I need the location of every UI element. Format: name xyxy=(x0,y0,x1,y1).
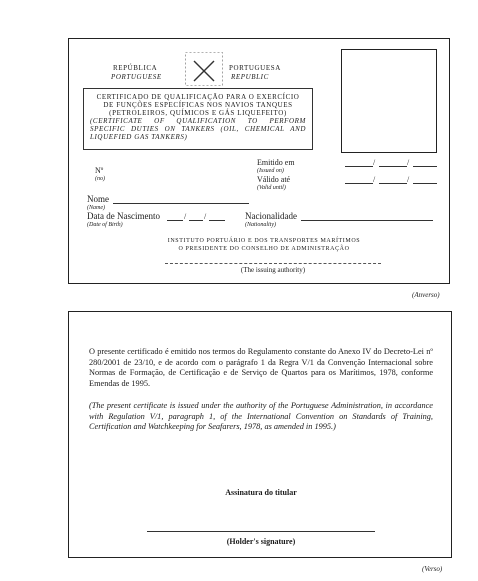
name-label: Nome xyxy=(87,194,109,204)
dob-year-line[interactable] xyxy=(209,220,225,221)
coat-of-arms-placeholder xyxy=(185,52,223,86)
issued-day-line[interactable] xyxy=(345,166,373,167)
issued-sep-1: / xyxy=(373,158,376,167)
nationality-label: Nacionalidade xyxy=(245,211,297,221)
valid-month-line[interactable] xyxy=(379,183,407,184)
dob-sep-2: / xyxy=(204,212,207,221)
nationality-line[interactable] xyxy=(301,220,433,221)
issued-year-line[interactable] xyxy=(413,166,437,167)
cert-title-pt-3: (PETROLEIROS, QUÍMICOS E GÁS LIQUEFEITO) xyxy=(109,109,287,117)
portuguese-en: REPUBLIC xyxy=(231,73,269,81)
republic-pt: REPÚBLICA xyxy=(113,64,158,72)
front-side-label: (Anverso) xyxy=(412,291,440,299)
republic-en: PORTUGUESE xyxy=(111,73,162,81)
dob-day-line[interactable] xyxy=(167,220,183,221)
certificate-title-box xyxy=(83,88,313,150)
issued-sep-2: / xyxy=(407,158,410,167)
cert-title-en-3: LIQUEFIED GAS TANKERS) xyxy=(90,133,188,141)
cert-title-pt-1: CERTIFICADO DE QUALIFICAÇÃO PARA O EXERCÍCIO xyxy=(96,93,300,101)
name-line[interactable] xyxy=(113,203,249,204)
valid-day-line[interactable] xyxy=(345,183,373,184)
issued-on-label: Emitido em xyxy=(257,158,295,167)
photo-box xyxy=(341,49,437,153)
cert-title-pt-2: DE FUNÇÕES ESPECÍFICAS NOS NAVIOS TANQUES xyxy=(103,101,293,109)
issuing-authority-label: (The issuing authority) xyxy=(240,266,306,274)
back-side-label: (Verso) xyxy=(422,565,443,573)
nationality-label-en: (Nationality) xyxy=(245,222,276,228)
legal-text-pt: O presente certificado é emitido nos termos do Regulamento constante do Anexo IV do Decreto-Lei nº 280/2001 de 23/10, e de acordo com o parágrafo 1 da Regra V/1 da Convenção Internacional sobre Normas de Formação, de Certificação e de Serviço de Quartos para os Marítimos, 1978, conforme Emendas de 1995. xyxy=(89,347,433,388)
number-label: Nº xyxy=(95,166,104,175)
dob-month-line[interactable] xyxy=(189,220,203,221)
cert-title-en-2: SPECIFIC DUTIES ON TANKERS (OIL, CHEMICAL AND xyxy=(90,125,306,133)
holder-signature-line[interactable] xyxy=(147,531,375,532)
issued-on-label-en: (Issued on) xyxy=(257,168,284,174)
dob-label-en: (Date of Birth) xyxy=(87,222,123,228)
issued-month-line[interactable] xyxy=(379,166,407,167)
legal-text-en: (The present certificate is issued under the authority of the Portuguese Administration, in accordance with Regulation V/1, paragraph 1, of the International Convention on Standards of Training, Certification and Watchkeeping for Seafarers, 1978, as amended in 1995.) xyxy=(89,401,433,431)
institute-line-1: INSTITUTO PORTUÁRIO E DOS TRANSPORTES MARÍTIMOS xyxy=(167,238,361,244)
authority-signature-line[interactable] xyxy=(165,263,381,264)
valid-until-label: Válido até xyxy=(257,175,291,184)
valid-until-label-en: (Valid until) xyxy=(257,185,286,191)
holder-signature-en: (Holder's signature) xyxy=(226,537,296,546)
portuguese-pt: PORTUGUESA xyxy=(229,64,281,72)
cert-title-en-1: (CERTIFICATE OF QUALIFICATION TO PERFORM xyxy=(90,117,306,125)
certificate-front xyxy=(68,38,450,284)
dob-label: Data de Nascimento xyxy=(87,211,160,221)
dob-sep-1: / xyxy=(184,212,187,221)
certificate-back xyxy=(68,311,452,558)
number-label-en: (no) xyxy=(95,176,105,182)
holder-signature-label: Assinatura do titular xyxy=(225,488,297,497)
institute-line-2: O PRESIDENTE DO CONSELHO DE ADMINISTRAÇÃO xyxy=(178,246,350,252)
valid-sep-2: / xyxy=(407,175,410,184)
name-label-en: (Name) xyxy=(87,205,105,211)
valid-year-line[interactable] xyxy=(413,183,437,184)
valid-sep-1: / xyxy=(373,175,376,184)
